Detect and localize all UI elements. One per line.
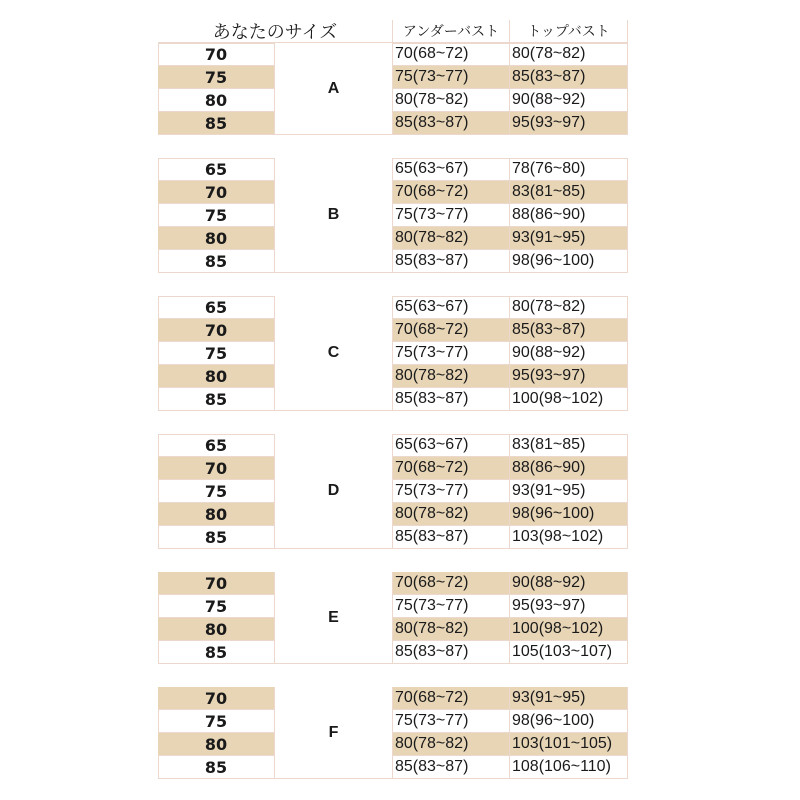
underbust-cell: 75(73~77) xyxy=(393,342,510,365)
band-size-cell: 70 xyxy=(158,457,275,480)
band-size-cell: 70 xyxy=(158,687,275,710)
topbust-cell: 93(91~95) xyxy=(510,227,628,250)
topbust-cell: 98(96~100) xyxy=(510,503,628,526)
topbust-cell: 83(81~85) xyxy=(510,434,628,457)
topbust-cell: 95(93~97) xyxy=(510,112,628,135)
band-size-cell: 75 xyxy=(158,480,275,503)
band-size-cell: 85 xyxy=(158,756,275,779)
topbust-cell: 95(93~97) xyxy=(510,595,628,618)
topbust-cell: 100(98~102) xyxy=(510,618,628,641)
underbust-cell: 75(73~77) xyxy=(393,480,510,503)
underbust-cell: 75(73~77) xyxy=(393,595,510,618)
underbust-cell: 85(83~87) xyxy=(393,112,510,135)
topbust-cell: 98(96~100) xyxy=(510,250,628,273)
underbust-cell: 80(78~82) xyxy=(393,227,510,250)
band-size-cell: 80 xyxy=(158,503,275,526)
underbust-cell: 80(78~82) xyxy=(393,618,510,641)
header-your-size: あなたのサイズ xyxy=(158,20,393,43)
topbust-cell: 88(86~90) xyxy=(510,204,628,227)
underbust-cell: 65(63~67) xyxy=(393,296,510,319)
topbust-cell: 85(83~87) xyxy=(510,319,628,342)
cup-label: A xyxy=(275,43,393,135)
band-size-cell: 80 xyxy=(158,618,275,641)
band-size-cell: 65 xyxy=(158,158,275,181)
band-size-cell: 70 xyxy=(158,181,275,204)
band-size-cell: 80 xyxy=(158,227,275,250)
header-underbust: アンダーバスト xyxy=(393,20,510,43)
underbust-cell: 70(68~72) xyxy=(393,43,510,66)
underbust-cell: 70(68~72) xyxy=(393,319,510,342)
band-size-cell: 65 xyxy=(158,296,275,319)
topbust-cell: 108(106~110) xyxy=(510,756,628,779)
band-size-cell: 85 xyxy=(158,526,275,549)
band-size-cell: 80 xyxy=(158,733,275,756)
band-size-cell: 80 xyxy=(158,89,275,112)
band-size-cell: 85 xyxy=(158,250,275,273)
underbust-cell: 85(83~87) xyxy=(393,388,510,411)
topbust-cell: 98(96~100) xyxy=(510,710,628,733)
underbust-cell: 80(78~82) xyxy=(393,365,510,388)
underbust-cell: 70(68~72) xyxy=(393,181,510,204)
underbust-cell: 80(78~82) xyxy=(393,89,510,112)
topbust-cell: 88(86~90) xyxy=(510,457,628,480)
underbust-cell: 70(68~72) xyxy=(393,572,510,595)
underbust-cell: 70(68~72) xyxy=(393,687,510,710)
underbust-cell: 85(83~87) xyxy=(393,250,510,273)
band-size-cell: 70 xyxy=(158,43,275,66)
band-size-cell: 75 xyxy=(158,595,275,618)
underbust-cell: 85(83~87) xyxy=(393,756,510,779)
underbust-cell: 75(73~77) xyxy=(393,66,510,89)
band-size-cell: 70 xyxy=(158,319,275,342)
band-size-cell: 85 xyxy=(158,388,275,411)
cup-label: D xyxy=(275,434,393,549)
underbust-cell: 80(78~82) xyxy=(393,503,510,526)
underbust-cell: 65(63~67) xyxy=(393,434,510,457)
header-topbust: トップバスト xyxy=(510,20,628,43)
cup-label: C xyxy=(275,296,393,411)
band-size-cell: 75 xyxy=(158,204,275,227)
underbust-cell: 70(68~72) xyxy=(393,457,510,480)
topbust-cell: 90(88~92) xyxy=(510,342,628,365)
topbust-cell: 83(81~85) xyxy=(510,181,628,204)
underbust-cell: 85(83~87) xyxy=(393,526,510,549)
topbust-cell: 78(76~80) xyxy=(510,158,628,181)
band-size-cell: 85 xyxy=(158,112,275,135)
band-size-cell: 70 xyxy=(158,572,275,595)
topbust-cell: 90(88~92) xyxy=(510,89,628,112)
underbust-cell: 80(78~82) xyxy=(393,733,510,756)
band-size-cell: 75 xyxy=(158,710,275,733)
underbust-cell: 75(73~77) xyxy=(393,204,510,227)
underbust-cell: 75(73~77) xyxy=(393,710,510,733)
underbust-cell: 85(83~87) xyxy=(393,641,510,664)
topbust-cell: 100(98~102) xyxy=(510,388,628,411)
cup-label: E xyxy=(275,572,393,664)
underbust-cell: 65(63~67) xyxy=(393,158,510,181)
band-size-cell: 65 xyxy=(158,434,275,457)
topbust-cell: 95(93~97) xyxy=(510,365,628,388)
topbust-cell: 103(101~105) xyxy=(510,733,628,756)
band-size-cell: 80 xyxy=(158,365,275,388)
topbust-cell: 105(103~107) xyxy=(510,641,628,664)
topbust-cell: 103(98~102) xyxy=(510,526,628,549)
topbust-cell: 80(78~82) xyxy=(510,296,628,319)
band-size-cell: 85 xyxy=(158,641,275,664)
cup-label: B xyxy=(275,158,393,273)
topbust-cell: 93(91~95) xyxy=(510,480,628,503)
topbust-cell: 90(88~92) xyxy=(510,572,628,595)
topbust-cell: 80(78~82) xyxy=(510,43,628,66)
cup-label: F xyxy=(275,687,393,779)
band-size-cell: 75 xyxy=(158,342,275,365)
topbust-cell: 85(83~87) xyxy=(510,66,628,89)
topbust-cell: 93(91~95) xyxy=(510,687,628,710)
band-size-cell: 75 xyxy=(158,66,275,89)
